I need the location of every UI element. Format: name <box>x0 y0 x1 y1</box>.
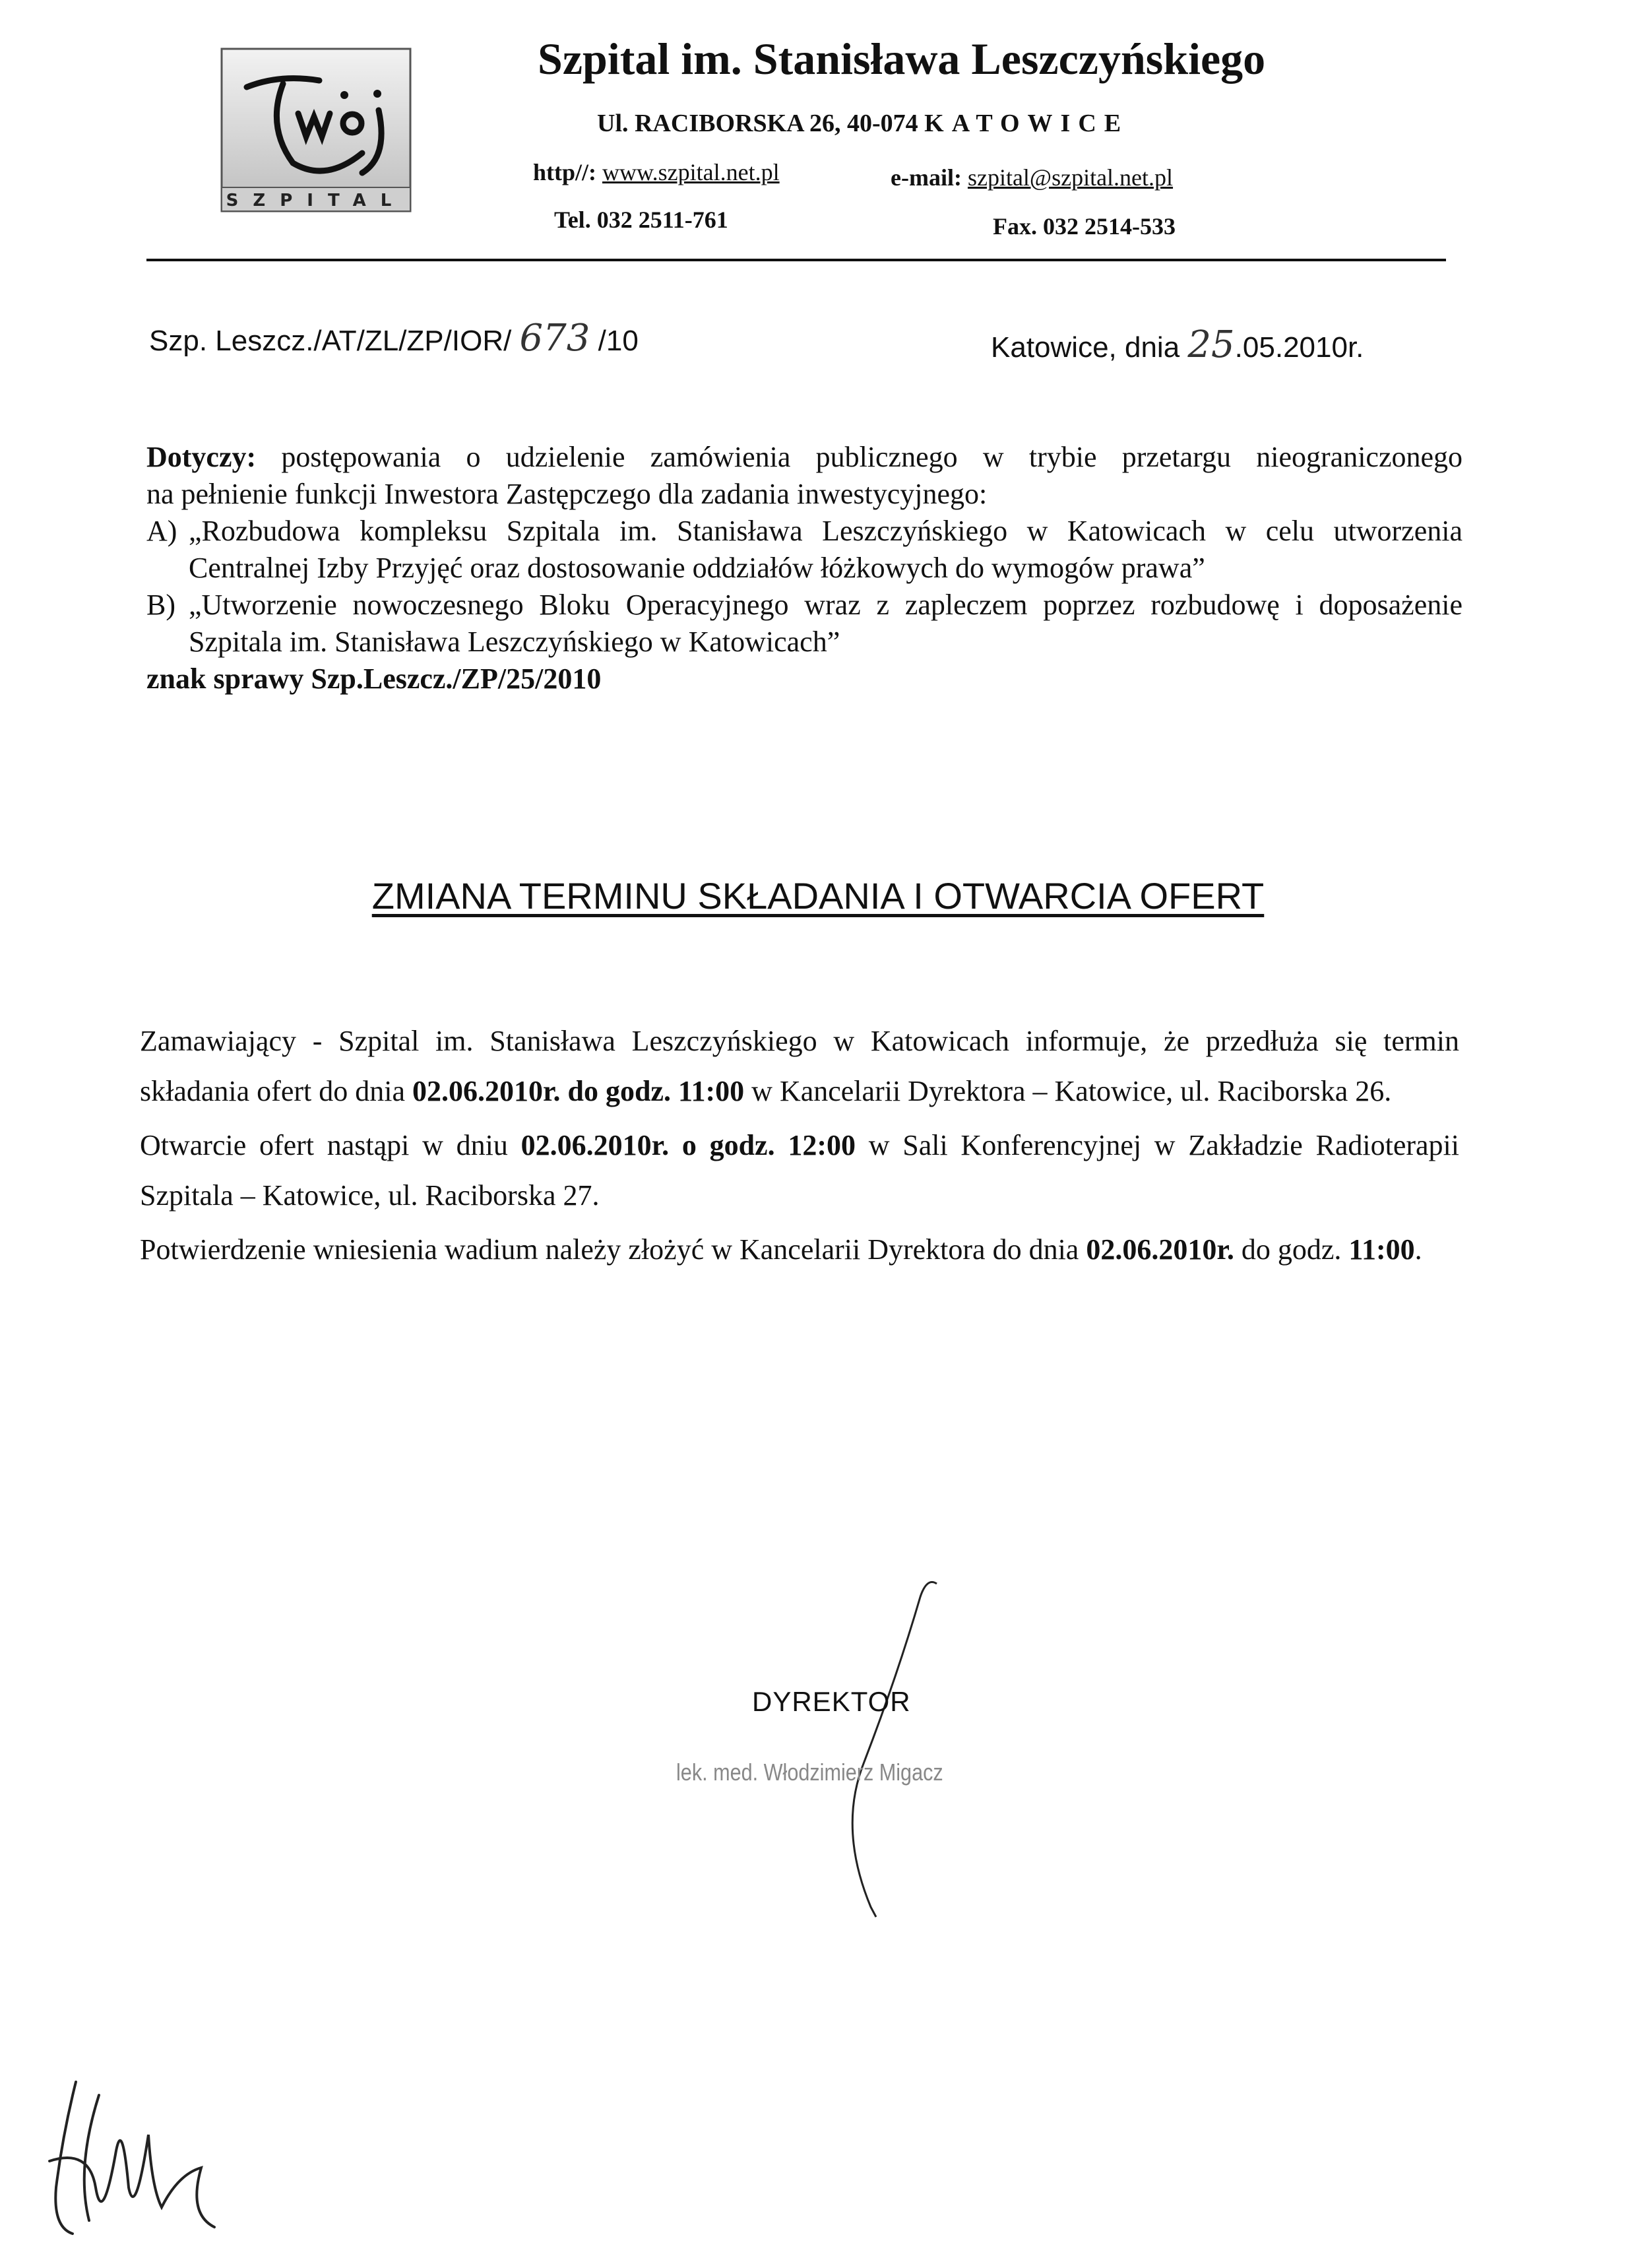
street: Ul. RACIBORSKA 26, 40-074 <box>597 110 918 137</box>
handwritten-ref-number: 673 <box>519 317 590 360</box>
paragraph-submission: Zamawiający - Szpital im. Stanisława Leszczyńskiego w Katowicach informuje, że przedłuża się termin składania ofert do dnia 02.06.2010r. do godz. 11:00 w Kancelarii Dyrektora – Katowice, ul. Raciborska 26. <box>140 1025 1459 1107</box>
header-divider <box>146 259 1446 261</box>
website-line <box>533 158 780 186</box>
telephone: Tel. 032 2511-761 <box>554 207 728 233</box>
reference-number: Szp. Leszcz./AT/ZL/ZP/IOR/ 673 /10 <box>149 317 639 360</box>
svg-text:SZPITAL: SZPITAL <box>226 191 406 211</box>
notice-title: ZMIANA TERMINU SKŁADANIA I OTWARCIA OFERT <box>371 875 1265 917</box>
subject-item-b: B) „Utworzenie nowoczesnego Bloku Operacyjnego wraz z zapleczem poprzez rozbudowę i doposażenie Szpitala im. Stanisława Leszczyńskiego w Katowicach” <box>146 589 1463 658</box>
website-link[interactable]: www.szpital.net.pl <box>602 159 780 185</box>
notice-body <box>140 1016 1459 1279</box>
handwritten-day: 25 <box>1187 323 1235 366</box>
paragraph-opening: Otwarcie ofert nastąpi w dniu 02.06.2010r. o godz. 12:00 w Sali Konferencyjnej w Zakładzie Radioterapii Szpitala – Katowice, ul. Raciborska 27. <box>140 1129 1459 1212</box>
subject-item-a: A) „Rozbudowa kompleksu Szpitala im. Stanisława Leszczyńskiego w Katowicach w celu utworzenia Centralnej Izby Przyjęć oraz dostosowanie oddziałów łóżkowych do wymogów prawa” <box>146 515 1463 584</box>
signature-role: DYREKTOR <box>752 1686 911 1717</box>
case-number: znak sprawy Szp.Leszcz./ZP/25/2010 <box>146 663 602 695</box>
signature-name: lek. med. Włodzimierz Migacz <box>676 1759 943 1786</box>
email-link[interactable]: szpital@szpital.net.pl <box>967 164 1174 191</box>
address-line <box>597 109 1129 138</box>
handwritten-initials <box>36 2056 247 2253</box>
email-label: e-mail: <box>891 164 962 191</box>
hospital-logo <box>220 48 412 212</box>
email-line <box>891 164 1173 191</box>
web-label: http//: <box>533 159 597 185</box>
fax: Fax. 032 2514-533 <box>993 213 1176 240</box>
hospital-name: Szpital im. Stanisława Leszczyńskiego <box>538 34 1266 84</box>
subject-label: Dotyczy: <box>146 441 257 473</box>
letter-date: Katowice, dnia 25.05.2010r. <box>991 323 1364 366</box>
paragraph-deposit: Potwierdzenie wniesienia wadium należy złożyć w Kancelarii Dyrektora do dnia 02.06.2010r. do godz. 11:00. <box>140 1233 1422 1266</box>
city: KATOWICE <box>924 110 1129 137</box>
director-signature <box>772 1577 970 1920</box>
subject-block: Dotyczy: postępowania o udzielenie zamówienia publicznego w trybie przetargu nieograniczonego na pełnienie funkcji Inwestora Zastępczego dla zadania inwestycyjnego: A) „Rozbudowa kompleksu Szpitala im. Stanisława Leszczyńskiego w Katowicach w celu utworzenia Centralnej Izby Przyjęć oraz dostosowanie oddziałów łóżkowych do wymogów prawa” B) „Utworzenie nowoczesnego Bloku Operacyjnego wraz z zapleczem poprzez rozbudowę i doposażenie Szpitala im. Stanisława Leszczyńskiego w Katowicach” znak sprawy Szp.Leszcz./ZP/25/2010 <box>146 439 1463 697</box>
